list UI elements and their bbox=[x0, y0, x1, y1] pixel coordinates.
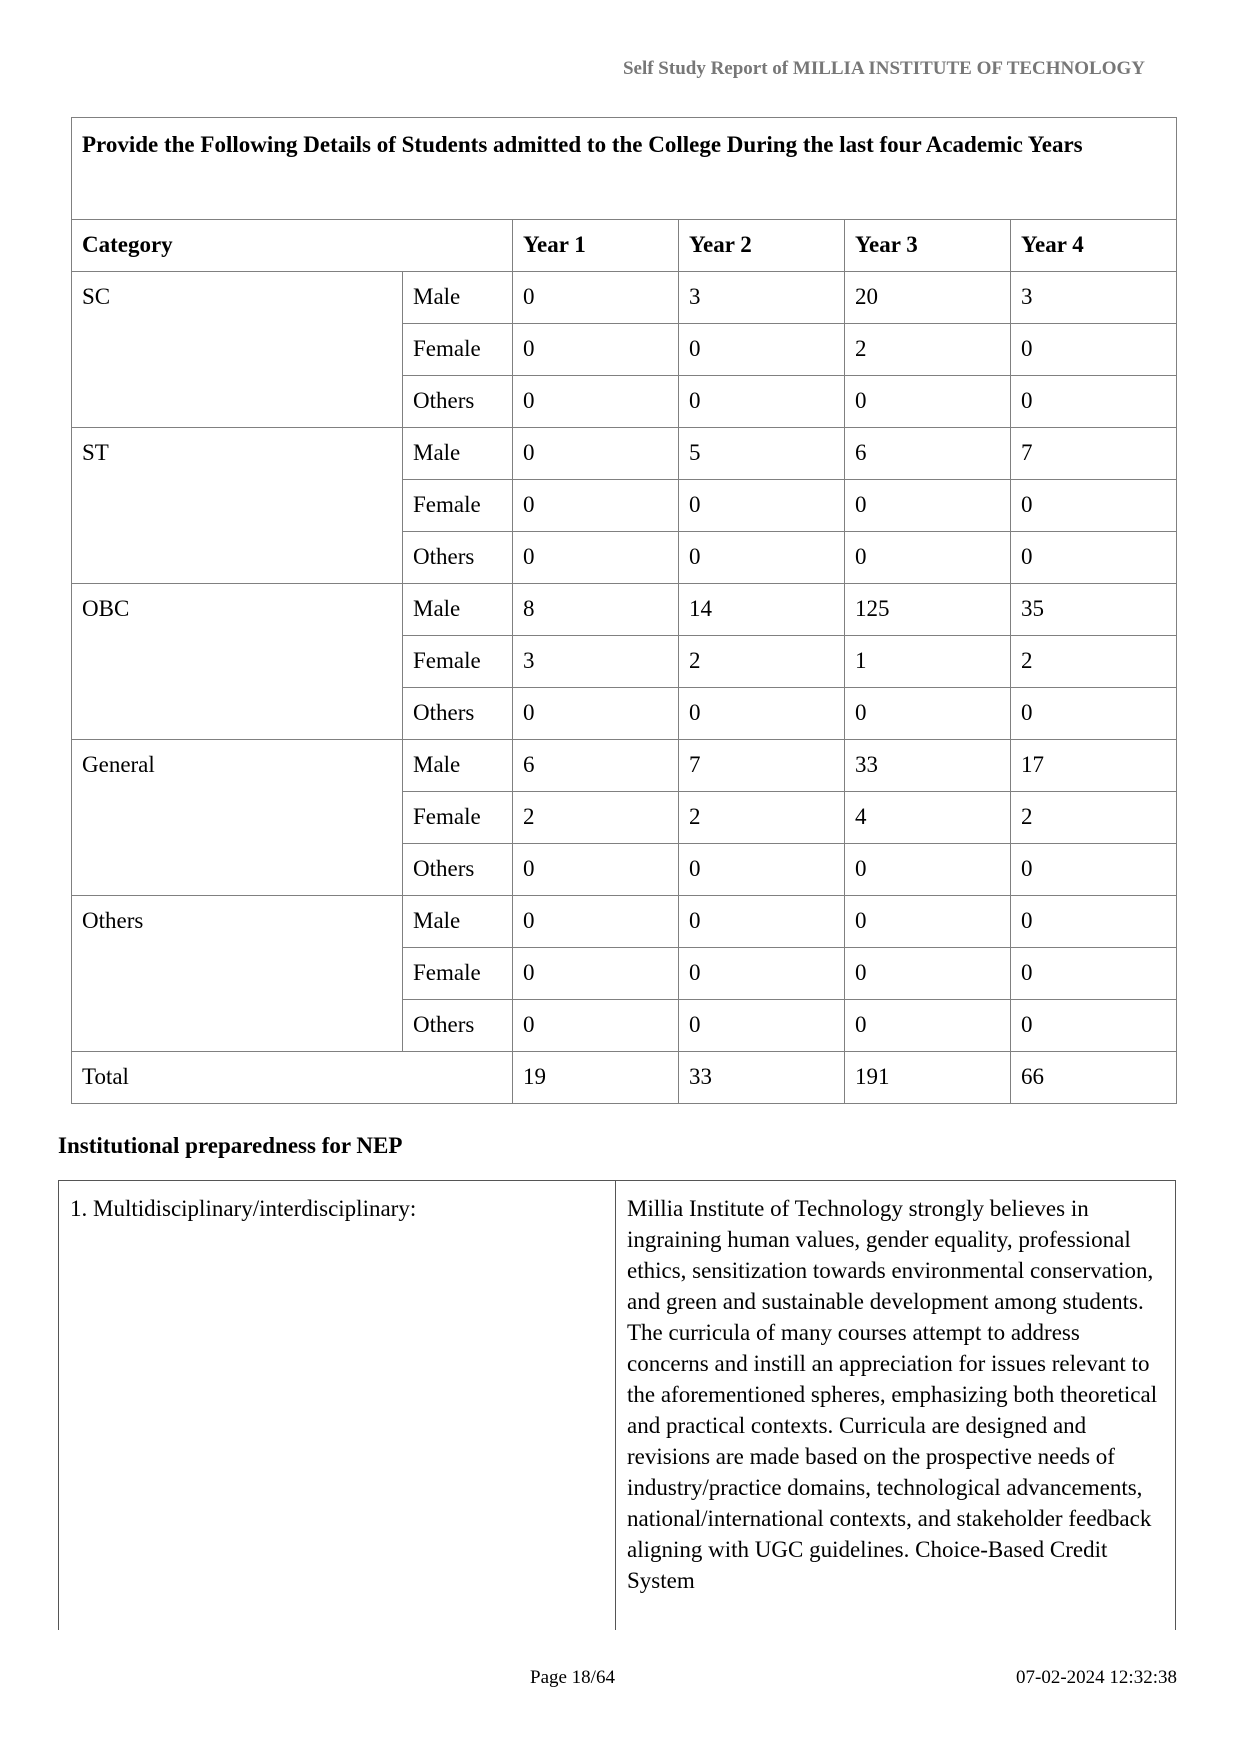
value-cell: 0 bbox=[513, 1000, 679, 1052]
gender-cell: Male bbox=[403, 740, 513, 792]
total-value-cell: 33 bbox=[679, 1052, 845, 1104]
gender-cell: Male bbox=[403, 584, 513, 636]
table-row bbox=[72, 428, 1177, 480]
value-cell: 0 bbox=[1011, 1000, 1177, 1052]
value-cell: 20 bbox=[845, 272, 1011, 324]
value-cell: 0 bbox=[679, 532, 845, 584]
column-header-year-1: Year 1 bbox=[513, 220, 679, 272]
column-header-category: Category bbox=[72, 220, 513, 272]
value-cell: 0 bbox=[1011, 324, 1177, 376]
value-cell: 2 bbox=[1011, 636, 1177, 688]
value-cell: 7 bbox=[1011, 428, 1177, 480]
value-cell: 0 bbox=[845, 532, 1011, 584]
category-cell: Others bbox=[72, 896, 403, 1052]
section-heading: Institutional preparedness for NEP bbox=[58, 1133, 403, 1158]
value-cell: 1 bbox=[845, 636, 1011, 688]
value-cell: 0 bbox=[513, 844, 679, 896]
gender-cell: Female bbox=[403, 480, 513, 532]
gender-cell: Female bbox=[403, 792, 513, 844]
table-row bbox=[72, 584, 1177, 636]
gender-cell: Others bbox=[403, 688, 513, 740]
value-cell: 0 bbox=[1011, 948, 1177, 1000]
value-cell: 0 bbox=[679, 324, 845, 376]
value-cell: 14 bbox=[679, 584, 845, 636]
gender-cell: Female bbox=[403, 324, 513, 376]
value-cell: 2 bbox=[679, 792, 845, 844]
category-cell: ST bbox=[72, 428, 403, 584]
column-header-year-4: Year 4 bbox=[1011, 220, 1177, 272]
category-cell: General bbox=[72, 740, 403, 896]
value-cell: 4 bbox=[845, 792, 1011, 844]
category-cell: OBC bbox=[72, 584, 403, 740]
running-header: Self Study Report of MILLIA INSTITUTE OF TECHNOLOGY bbox=[622, 58, 1145, 79]
value-cell: 0 bbox=[679, 376, 845, 428]
value-cell: 0 bbox=[845, 480, 1011, 532]
timestamp: 07-02-2024 12:32:38 bbox=[1016, 1667, 1177, 1688]
value-cell: 0 bbox=[513, 532, 679, 584]
value-cell: 6 bbox=[513, 740, 679, 792]
page-number: Page 18/64 bbox=[530, 1667, 615, 1688]
table-row bbox=[72, 896, 1177, 948]
value-cell: 3 bbox=[1011, 272, 1177, 324]
total-value-cell: 191 bbox=[845, 1052, 1011, 1104]
value-cell: 7 bbox=[679, 740, 845, 792]
value-cell: 2 bbox=[679, 636, 845, 688]
value-cell: 0 bbox=[1011, 532, 1177, 584]
nep-item-label: 1. Multidisciplinary/interdisciplinary: bbox=[59, 1181, 616, 1630]
value-cell: 0 bbox=[513, 428, 679, 480]
table-row bbox=[72, 740, 1177, 792]
gender-cell: Female bbox=[403, 948, 513, 1000]
value-cell: 0 bbox=[513, 376, 679, 428]
value-cell: 2 bbox=[845, 324, 1011, 376]
value-cell: 0 bbox=[1011, 844, 1177, 896]
value-cell: 8 bbox=[513, 584, 679, 636]
value-cell: 0 bbox=[845, 896, 1011, 948]
value-cell: 0 bbox=[513, 688, 679, 740]
value-cell: 17 bbox=[1011, 740, 1177, 792]
value-cell: 6 bbox=[845, 428, 1011, 480]
value-cell: 0 bbox=[513, 948, 679, 1000]
total-row bbox=[72, 1052, 1177, 1104]
nep-table bbox=[58, 1180, 1176, 1630]
gender-cell: Male bbox=[403, 272, 513, 324]
value-cell: 0 bbox=[1011, 480, 1177, 532]
value-cell: 0 bbox=[845, 688, 1011, 740]
value-cell: 0 bbox=[513, 896, 679, 948]
value-cell: 0 bbox=[513, 480, 679, 532]
value-cell: 0 bbox=[1011, 896, 1177, 948]
value-cell: 0 bbox=[845, 376, 1011, 428]
value-cell: 0 bbox=[679, 948, 845, 1000]
value-cell: 3 bbox=[513, 636, 679, 688]
gender-cell: Others bbox=[403, 844, 513, 896]
value-cell: 0 bbox=[845, 844, 1011, 896]
value-cell: 0 bbox=[679, 688, 845, 740]
value-cell: 125 bbox=[845, 584, 1011, 636]
gender-cell: Male bbox=[403, 896, 513, 948]
value-cell: 2 bbox=[513, 792, 679, 844]
column-header-year-2: Year 2 bbox=[679, 220, 845, 272]
value-cell: 5 bbox=[679, 428, 845, 480]
total-value-cell: 19 bbox=[513, 1052, 679, 1104]
value-cell: 0 bbox=[513, 324, 679, 376]
table-title: Provide the Following Details of Students admitted to the College During the last four Academic Years bbox=[72, 118, 1177, 220]
value-cell: 0 bbox=[845, 948, 1011, 1000]
gender-cell: Others bbox=[403, 1000, 513, 1052]
gender-cell: Others bbox=[403, 376, 513, 428]
value-cell: 3 bbox=[679, 272, 845, 324]
gender-cell: Others bbox=[403, 532, 513, 584]
total-value-cell: 66 bbox=[1011, 1052, 1177, 1104]
value-cell: 0 bbox=[679, 1000, 845, 1052]
category-cell: SC bbox=[72, 272, 403, 428]
gender-cell: Male bbox=[403, 428, 513, 480]
value-cell: 0 bbox=[679, 896, 845, 948]
value-cell: 33 bbox=[845, 740, 1011, 792]
admissions-table bbox=[71, 117, 1177, 1104]
value-cell: 35 bbox=[1011, 584, 1177, 636]
value-cell: 0 bbox=[679, 844, 845, 896]
nep-item-text: Millia Institute of Technology strongly believes in ingraining human values, gender equality, professional ethics, sensitization towards environmental conservation, and green and sustainable development among students. The curricula of many courses attempt to address concerns and instill an appreciation for issues relevant to the aforementioned spheres, emphasizing both theoretical and practical contexts. Curricula are designed and revisions are made based on the prospective needs of industry/practice domains, technological advancements, national/international contexts, and stakeholder feedback aligning with UGC guidelines. Choice-Based Credit System bbox=[627, 1196, 1158, 1593]
value-cell: 0 bbox=[1011, 688, 1177, 740]
column-header-year-3: Year 3 bbox=[845, 220, 1011, 272]
value-cell: 0 bbox=[1011, 376, 1177, 428]
value-cell: 0 bbox=[845, 1000, 1011, 1052]
gender-cell: Female bbox=[403, 636, 513, 688]
table-row bbox=[72, 272, 1177, 324]
value-cell: 2 bbox=[1011, 792, 1177, 844]
value-cell: 0 bbox=[679, 480, 845, 532]
total-label: Total bbox=[72, 1052, 513, 1104]
value-cell: 0 bbox=[513, 272, 679, 324]
